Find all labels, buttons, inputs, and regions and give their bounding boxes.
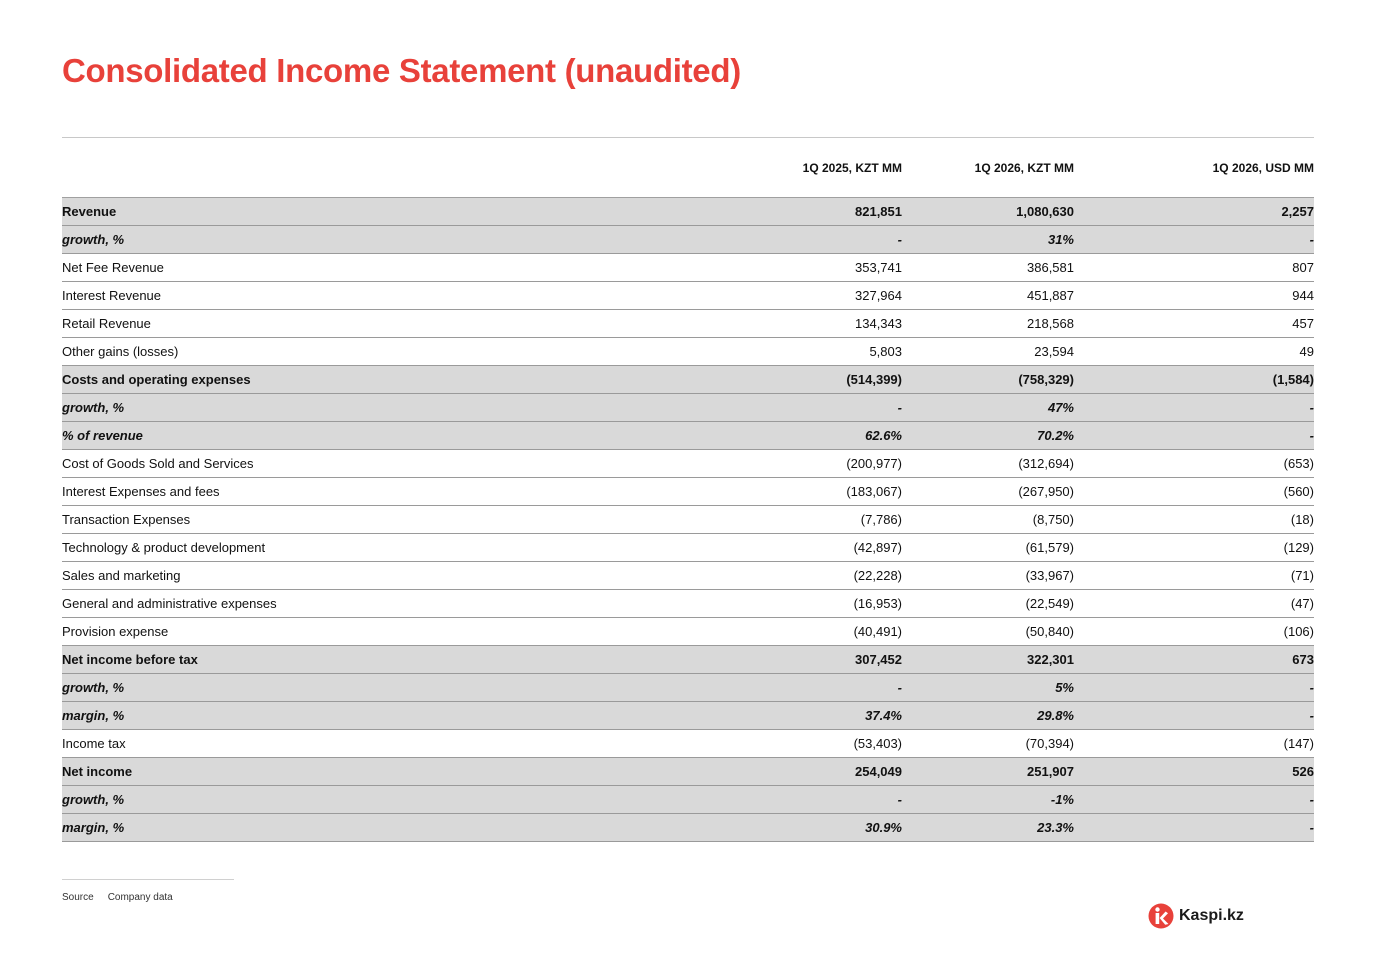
row-value: 5,803 — [702, 338, 902, 366]
row-label: Net income — [62, 758, 702, 786]
row-value: 451,887 — [902, 282, 1074, 310]
row-value: 70.2% — [902, 422, 1074, 450]
row-value: 23,594 — [902, 338, 1074, 366]
row-value: (267,950) — [902, 478, 1074, 506]
row-value: - — [1074, 674, 1314, 702]
row-value: 322,301 — [902, 646, 1074, 674]
row-value: (147) — [1074, 730, 1314, 758]
row-label: Sales and marketing — [62, 562, 702, 590]
row-label: Cost of Goods Sold and Services — [62, 450, 702, 478]
row-label: growth, % — [62, 394, 702, 422]
row-value: (42,897) — [702, 534, 902, 562]
row-value: 944 — [1074, 282, 1314, 310]
row-value: 821,851 — [702, 198, 902, 226]
row-value: - — [1074, 422, 1314, 450]
income-statement-table-container — [62, 137, 1314, 842]
row-value: (312,694) — [902, 450, 1074, 478]
table-row — [62, 282, 1314, 310]
table-row — [62, 674, 1314, 702]
row-value: 49 — [1074, 338, 1314, 366]
kaspi-logo — [1148, 903, 1244, 929]
row-value: - — [1074, 702, 1314, 730]
row-value: 526 — [1074, 758, 1314, 786]
row-value: (106) — [1074, 618, 1314, 646]
row-value: (22,228) — [702, 562, 902, 590]
row-value: (1,584) — [1074, 366, 1314, 394]
table-row — [62, 338, 1314, 366]
table-row — [62, 618, 1314, 646]
row-label: Provision expense — [62, 618, 702, 646]
row-value: 5% — [902, 674, 1074, 702]
row-label: margin, % — [62, 814, 702, 842]
row-value: - — [1074, 226, 1314, 254]
row-value: - — [702, 786, 902, 814]
table-header-row — [62, 138, 1314, 198]
row-value: -1% — [902, 786, 1074, 814]
income-statement-table — [62, 138, 1314, 842]
table-row — [62, 646, 1314, 674]
table-row — [62, 590, 1314, 618]
row-value: - — [1074, 814, 1314, 842]
table-row — [62, 730, 1314, 758]
row-value: (47) — [1074, 590, 1314, 618]
row-label: Income tax — [62, 730, 702, 758]
table-row — [62, 506, 1314, 534]
row-label: % of revenue — [62, 422, 702, 450]
logo-text: Kaspi.kz — [1179, 907, 1244, 924]
row-value: 31% — [902, 226, 1074, 254]
row-value: (653) — [1074, 450, 1314, 478]
row-label: Net income before tax — [62, 646, 702, 674]
row-label: Revenue — [62, 198, 702, 226]
header-label-column — [62, 138, 702, 198]
row-value: (71) — [1074, 562, 1314, 590]
source-value: Company data — [107, 892, 173, 903]
table-row — [62, 786, 1314, 814]
page-title: Consolidated Income Statement (unaudited) — [62, 52, 741, 89]
row-value: 30.9% — [702, 814, 902, 842]
table-row — [62, 226, 1314, 254]
row-value: (183,067) — [702, 478, 902, 506]
row-value: 807 — [1074, 254, 1314, 282]
row-value: 23.3% — [902, 814, 1074, 842]
row-value: 327,964 — [702, 282, 902, 310]
row-label: General and administrative expenses — [62, 590, 702, 618]
row-value: (40,491) — [702, 618, 902, 646]
row-value: (7,786) — [702, 506, 902, 534]
row-value: 673 — [1074, 646, 1314, 674]
source-label: Source — [62, 892, 94, 903]
row-value: - — [702, 226, 902, 254]
row-value: - — [1074, 786, 1314, 814]
row-value: (16,953) — [702, 590, 902, 618]
row-label: Interest Expenses and fees — [62, 478, 702, 506]
row-value: 386,581 — [902, 254, 1074, 282]
row-value: - — [702, 674, 902, 702]
row-value: (129) — [1074, 534, 1314, 562]
row-label: growth, % — [62, 674, 702, 702]
row-value: 134,343 — [702, 310, 902, 338]
row-value: 353,741 — [702, 254, 902, 282]
table-row — [62, 422, 1314, 450]
row-value: (8,750) — [902, 506, 1074, 534]
row-value: 2,257 — [1074, 198, 1314, 226]
row-value: - — [702, 394, 902, 422]
row-value: (33,967) — [902, 562, 1074, 590]
table-row — [62, 198, 1314, 226]
row-label: Retail Revenue — [62, 310, 702, 338]
table-row — [62, 310, 1314, 338]
table-row — [62, 450, 1314, 478]
table-row — [62, 758, 1314, 786]
table-row — [62, 254, 1314, 282]
table-row — [62, 814, 1314, 842]
row-label: margin, % — [62, 702, 702, 730]
row-value: 307,452 — [702, 646, 902, 674]
row-value: (70,394) — [902, 730, 1074, 758]
column-header: 1Q 2025, KZT MM — [702, 138, 902, 198]
row-value: (514,399) — [702, 366, 902, 394]
row-label: Technology & product development — [62, 534, 702, 562]
row-value: (758,329) — [902, 366, 1074, 394]
table-row — [62, 394, 1314, 422]
row-label: growth, % — [62, 226, 702, 254]
row-value: (200,977) — [702, 450, 902, 478]
table-row — [62, 534, 1314, 562]
row-value: (53,403) — [702, 730, 902, 758]
footer-divider — [62, 879, 234, 880]
row-value: (61,579) — [902, 534, 1074, 562]
row-label: Transaction Expenses — [62, 506, 702, 534]
row-value: 1,080,630 — [902, 198, 1074, 226]
row-value: 218,568 — [902, 310, 1074, 338]
row-value: (560) — [1074, 478, 1314, 506]
row-value: 47% — [902, 394, 1074, 422]
row-value: (18) — [1074, 506, 1314, 534]
row-label: Other gains (losses) — [62, 338, 702, 366]
row-value: 29.8% — [902, 702, 1074, 730]
row-value: - — [1074, 394, 1314, 422]
row-label: Net Fee Revenue — [62, 254, 702, 282]
row-value: (22,549) — [902, 590, 1074, 618]
row-value: (50,840) — [902, 618, 1074, 646]
row-value: 37.4% — [702, 702, 902, 730]
row-label: growth, % — [62, 786, 702, 814]
row-value: 254,049 — [702, 758, 902, 786]
row-label: Interest Revenue — [62, 282, 702, 310]
table-row — [62, 562, 1314, 590]
kaspi-logo-icon — [1148, 903, 1174, 929]
table-row — [62, 478, 1314, 506]
row-value: 62.6% — [702, 422, 902, 450]
row-value: 457 — [1074, 310, 1314, 338]
table-row — [62, 702, 1314, 730]
column-header: 1Q 2026, KZT MM — [902, 138, 1074, 198]
row-value: 251,907 — [902, 758, 1074, 786]
row-label: Costs and operating expenses — [62, 366, 702, 394]
table-body — [62, 198, 1314, 842]
column-header: 1Q 2026, USD MM — [1074, 138, 1314, 198]
table-row — [62, 366, 1314, 394]
footer-source — [62, 892, 173, 903]
